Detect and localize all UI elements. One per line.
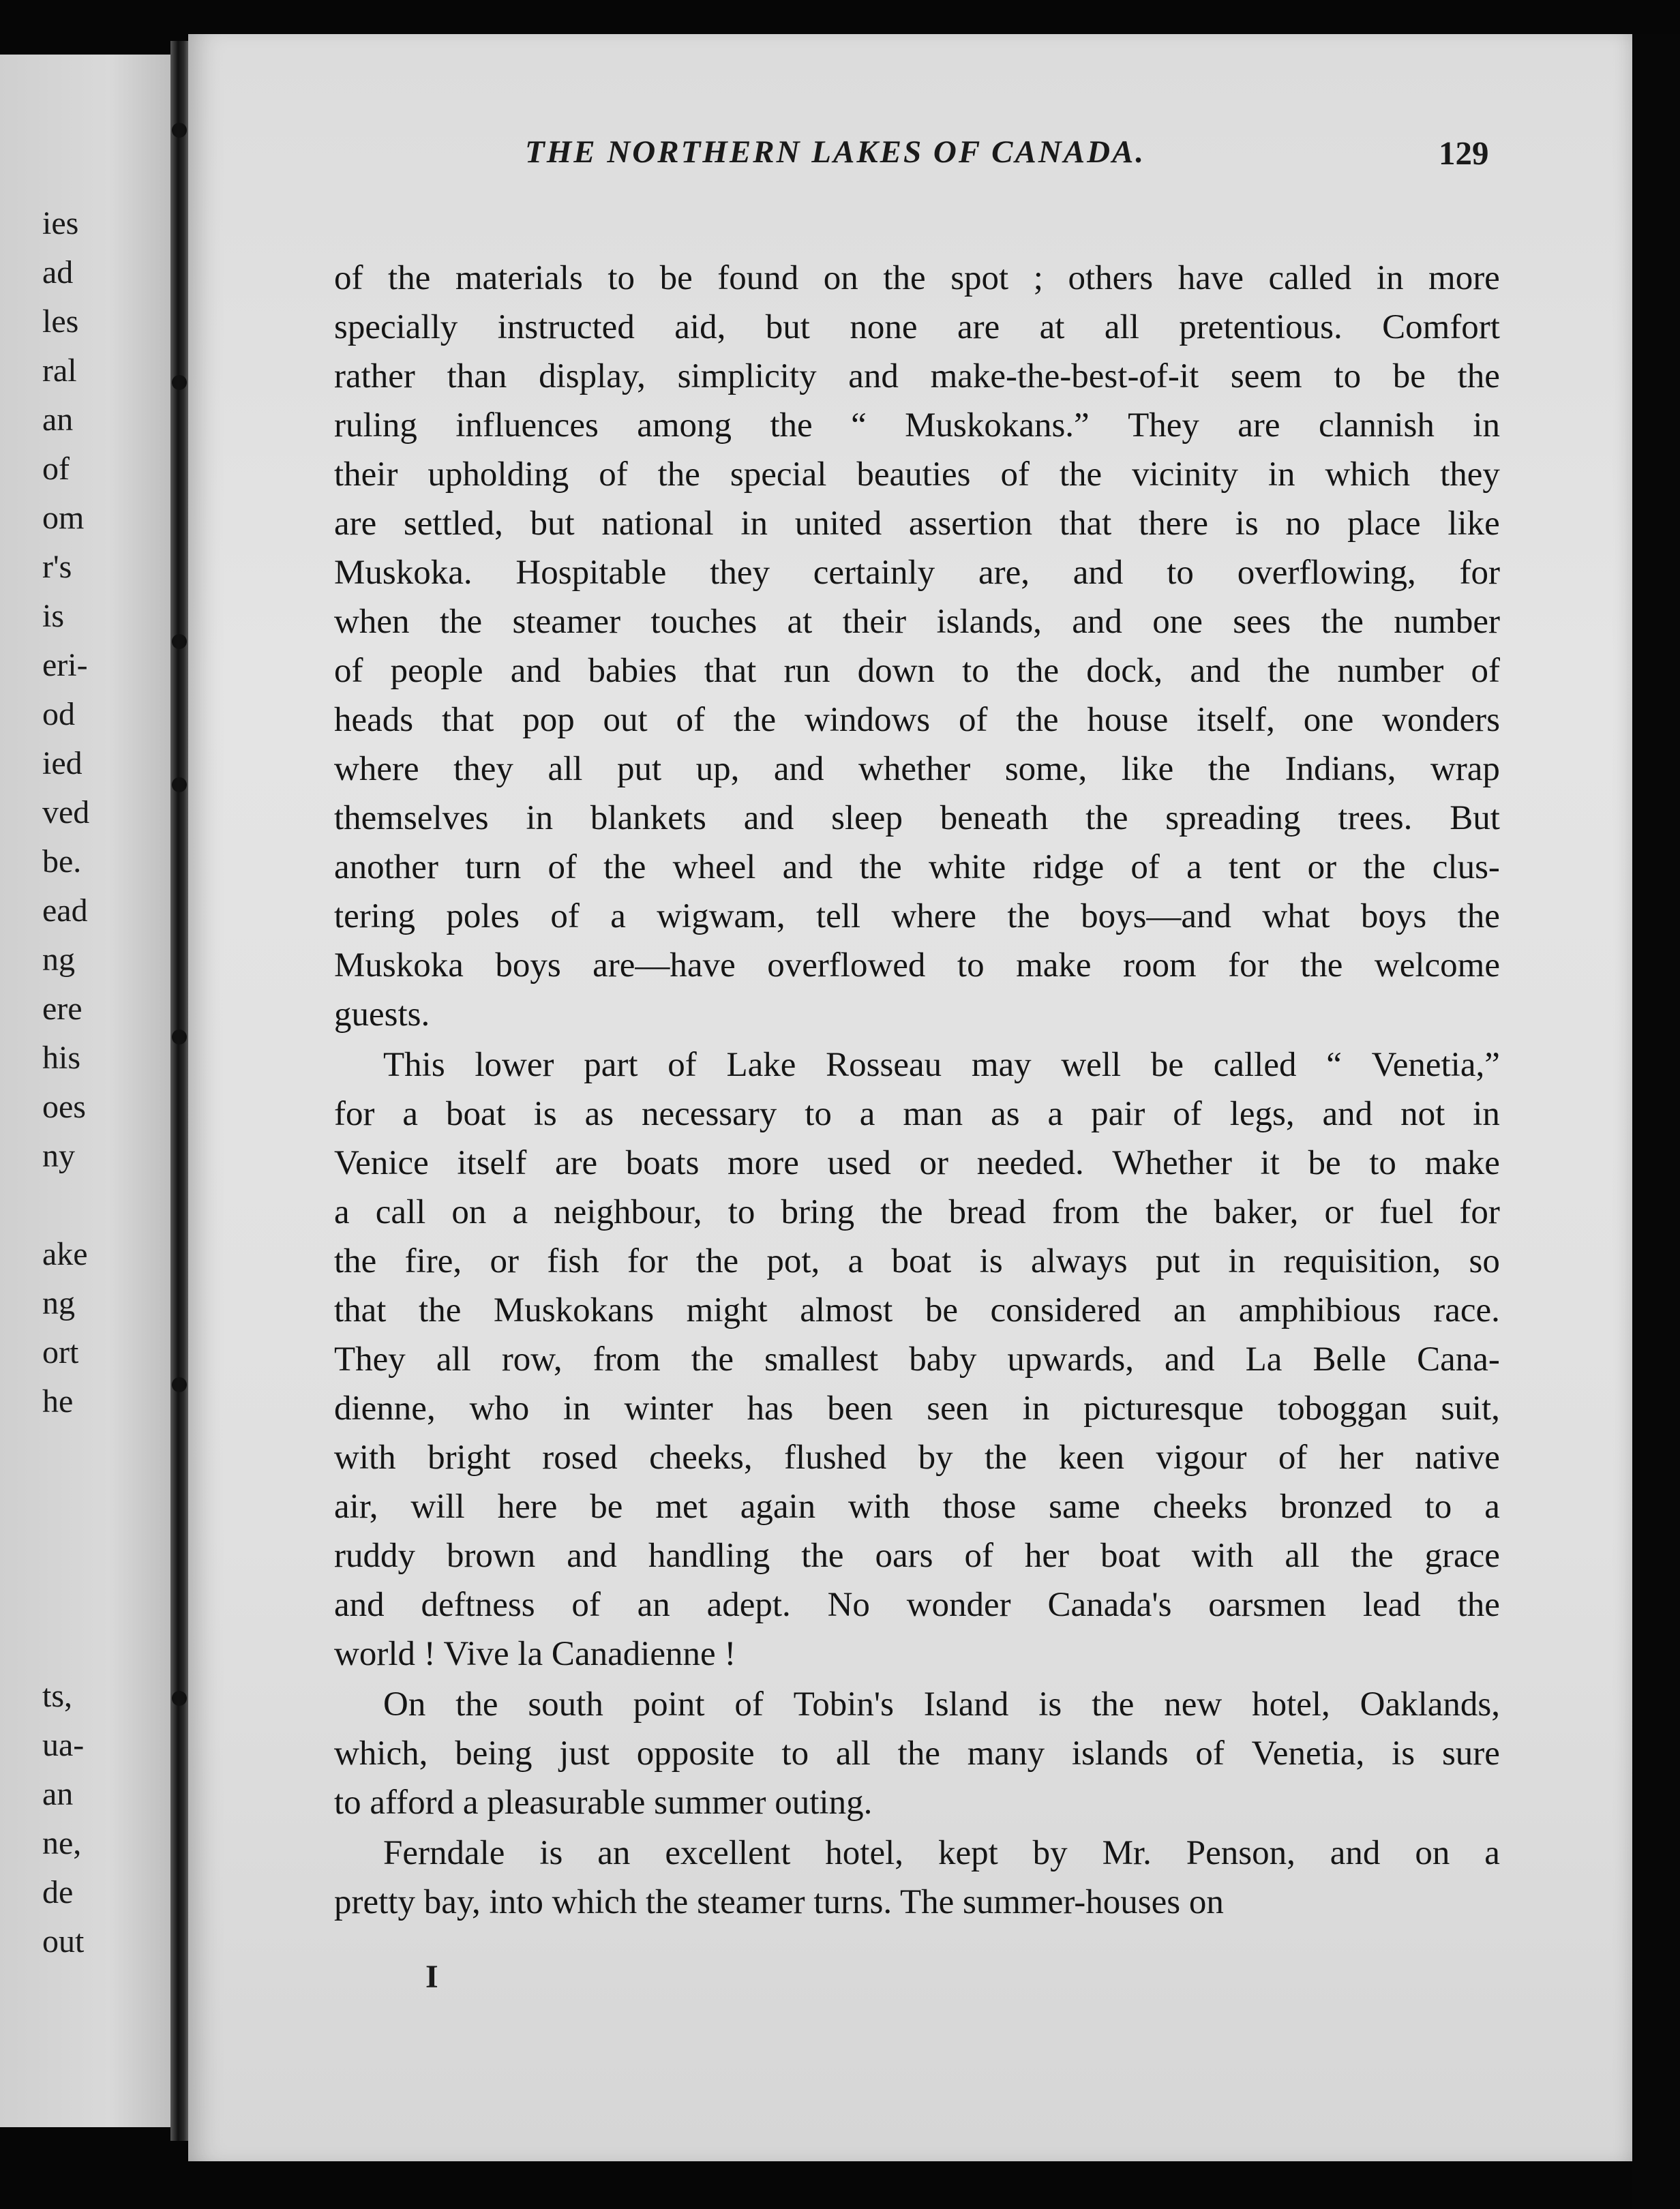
text-line: pretty bay, into which the steamer turns. The summer-houses on [334,1883,1224,1921]
text-line: of people and babies that run down to the dock, and the number of [334,652,1500,690]
left-page-fragment: les [42,303,79,340]
left-page-fragment: is [42,598,65,634]
right-scan-edge [1632,34,1680,2209]
text-line: world ! Vive la Canadienne ! [334,1635,736,1673]
left-page-fragment: an [42,402,74,438]
binding-notch [172,1030,187,1045]
text-line: air, will here be met again with those same cheeks bronzed to a [334,1488,1500,1526]
binding-notch [172,1691,187,1706]
left-page-fragment: of [42,451,70,487]
text-line: On the south point of Tobin's Island is the new hotel, Oaklands, [383,1685,1500,1724]
text-line: with bright rosed cheeks, flushed by the keen vigour of her native [334,1439,1500,1477]
text-line: heads that pop out of the windows of the house itself, one wonders [334,701,1500,739]
binding-notch [172,1377,187,1392]
text-line: Muskoka boys are—have overflowed to make room for the welcome [334,946,1500,985]
text-line: rather than display, simplicity and make-the-best-of-it seem to be the [334,357,1500,395]
text-line: tering poles of a wigwam, tell where the boys—and what boys the [334,897,1500,935]
text-line: of the materials to be found on the spot ; others have called in more [334,259,1500,297]
binding-notch [172,123,187,138]
text-line: Venice itself are boats more used or needed. Whether it be to make [334,1144,1500,1182]
left-page-fragment: de [42,1874,74,1910]
text-line: ruling influences among the “ Muskokans.” They are clannish in [334,406,1500,445]
running-title: THE NORTHERN LAKES OF CANADA. [525,134,1146,170]
left-page-fragment: ng [42,1285,75,1321]
text-line: to afford a pleasurable summer outing. [334,1784,873,1822]
text-line: another turn of the wheel and the white ridge of a tent or the clus- [334,848,1500,886]
left-page-fragment: r's [42,549,72,585]
left-page-fragment: om [42,500,85,536]
body-text [334,254,1500,1928]
left-page-fragment: ral [42,352,77,389]
left-page-fragment: ved [42,794,90,830]
left-page-fragment: od [42,696,75,732]
text-line: for a boat is as necessary to a man as a pair of legs, and not in [334,1095,1500,1133]
page-header [334,134,1493,188]
left-page-fragment: he [42,1383,74,1419]
text-line: This lower part of Lake Rosseau may well be called “ Venetia,” [383,1046,1500,1084]
binding-notch [172,634,187,649]
text-line: Ferndale is an excellent hotel, kept by Mr. Penson, and on a [383,1834,1500,1872]
text-line: and deftness of an adept. No wonder Canada's oarsmen lead the [334,1586,1500,1624]
text-line: guests. [334,995,430,1034]
binding-notch [172,375,187,390]
text-line: that the Muskokans might almost be considered an amphibious race. [334,1291,1500,1329]
text-line: when the steamer touches at their islands, and one sees the number [334,603,1500,641]
text-line: Muskoka. Hospitable they certainly are, and to overflowing, for [334,554,1500,592]
left-page-fragment: ne, [42,1825,82,1861]
left-page-fragment: ts, [42,1678,73,1714]
left-page-fragment: ort [42,1334,79,1370]
text-line: themselves in blankets and sleep beneath the spreading trees. But [334,799,1500,837]
left-page-fragment: ake [42,1236,88,1272]
text-line: a call on a neighbour, to bring the bread from the baker, or fuel for [334,1193,1500,1231]
text-line: which, being just opposite to all the many islands of Venetia, is sure [334,1734,1500,1773]
text-line: where they all put up, and whether some, like the Indians, wrap [334,750,1500,788]
book-gutter [170,41,190,2141]
text-line: specially instructed aid, but none are at all pretentious. Comfort [334,308,1500,346]
left-page-fragment: ng [42,942,75,978]
binding-notch [172,777,187,792]
text-line: their upholding of the special beauties of the vicinity in which they [334,455,1500,494]
paragraph-gap [334,1927,1500,1928]
left-page-fragment: an [42,1776,74,1812]
left-page-fragment: ies [42,205,79,241]
left-page-fragment: ny [42,1138,75,1174]
text-line: are settled, but national in united assertion that there is no place like [334,505,1500,543]
page-number: 129 [1439,134,1489,172]
text-line: dienne, who in winter has been seen in picturesque toboggan suit, [334,1389,1500,1428]
text-line: They all row, from the smallest baby upwards, and La Belle Cana- [334,1340,1500,1379]
left-page-fragment: his [42,1040,81,1076]
left-page-fragment: ua- [42,1727,85,1763]
text-line: the fire, or fish for the pot, a boat is always put in requisition, so [334,1242,1500,1280]
left-page-fragment: be. [42,843,82,880]
signature-mark: I [425,1959,438,1995]
left-page-fragment: ead [42,892,88,929]
left-page-fragment: ere [42,991,82,1027]
left-page-fragment: ad [42,254,74,290]
left-page-fragment: ied [42,745,82,781]
left-page-fragment: eri- [42,647,88,683]
left-page-fragment: out [42,1923,85,1959]
text-line: ruddy brown and handling the oars of her boat with all the grace [334,1537,1500,1575]
left-page-fragment: oes [42,1089,86,1125]
left-facing-page [0,55,183,2127]
